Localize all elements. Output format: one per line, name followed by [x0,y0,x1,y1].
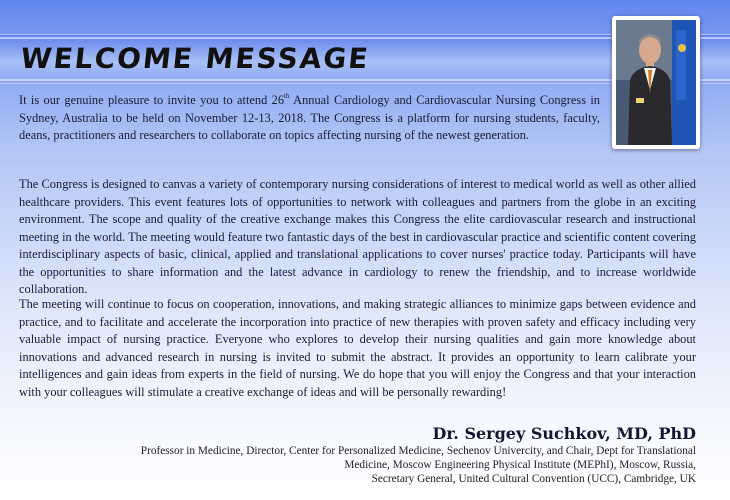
ordinal-suffix: th [284,92,290,100]
intro-text-end: Annual Cardiology and Cardiovascular Nursing Congress in Sydney, Australia to be held on November 12-13, 2018. The Congress is a platform for nursing students, faculty, deans, practitioners and researchers to collaborate on topics affecting nursing of the newest generation. [19,93,600,142]
intro-text-start: It is our genuine pleasure to invite you to attend 26 [19,93,285,107]
portrait-photo [616,20,696,145]
portrait-frame [612,16,700,149]
portrait-illustration [616,20,696,145]
intro-paragraph [19,92,600,145]
body-paragraph-2: The meeting will continue to focus on cooperation, innovations, and making strategic alliances to minimize gaps between evidence and practice, and to facilitate and accelerate the incorporation into practice of new therapies with proven safety and efficacy including very valuable impact of nursing practice. Everyone who explores to develop their nursing qualities and gain more knowledge about innovations and advanced research in nursing is invited to submit the abstract. It provides an opportunity to learn calibrate your intelligences and gain ideas from experts in the field of nursing. We do hope that you will enjoy the Congress and that your interaction with your colleagues will stimulate a creative exchange of ideas and will be personally rewarding! [19,297,696,399]
signatory-name: Dr. Sergey Suchkov, MD, PhD [432,424,696,443]
body-paragraph-1: The Congress is designed to canvas a variety of contemporary nursing considerations of interest to medical world as well as other allied healthcare providers. This event features lots of opportunities to network with colleagues and partners from the globe in an exciting environment. The scope and quality of the creative exchange makes this Congress the elite cardiovascular research and instructional meeting in the world. The meeting would feature two fantastic days of the best in cardiovascular practice and scientific content covering interdisciplinary aspects of basic, clinical, applied and translational applications to cover nurses' practice today. Participants will have the opportunities to share information and the latest advance in cardiology to renew the friendship, and to increase worldwide collaboration. [19,177,696,296]
affiliation-line: Medicine, Moscow Engineering Physical Institute (MEPhI), Moscow, Russia, [344,459,696,471]
page-title: WELCOME MESSAGE [19,42,372,75]
affiliation-line: Secretary General, United Cultural Convention (UCC), Cambridge, UK [371,473,696,485]
signatory-affiliation [56,444,696,486]
affiliation-line: Professor in Medicine, Director, Center for Personalized Medicine, Sechenov Univercity, and Chair, Dept for Translational [140,445,696,457]
